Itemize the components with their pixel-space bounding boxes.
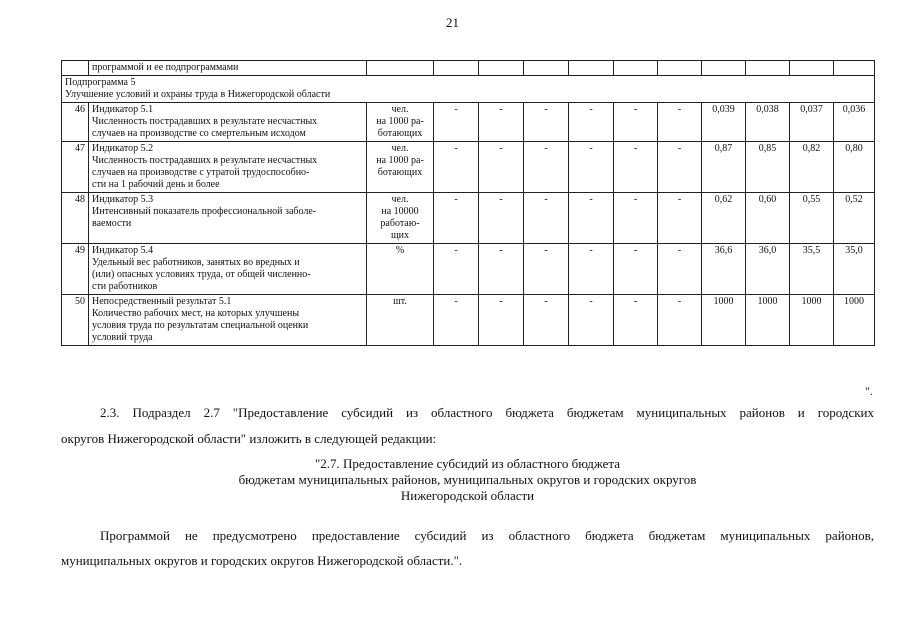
indicator-name bbox=[89, 142, 367, 193]
empty-cell bbox=[614, 61, 658, 76]
empty-cell bbox=[746, 61, 790, 76]
value-cell: 0,87 bbox=[702, 142, 746, 193]
empty-cell bbox=[790, 61, 834, 76]
dash-cell: - bbox=[524, 103, 569, 142]
unit-line: шт. bbox=[393, 296, 407, 307]
paragraph-2-3-line-1: 2.3. Подраздел 2.7 "Предоставление субсидий из областного бюджета бюджетам муниципальных районов и городских bbox=[100, 405, 874, 420]
empty-cell bbox=[834, 61, 875, 76]
dash-cell: - bbox=[479, 193, 524, 244]
unit-line: щих bbox=[390, 230, 410, 241]
unit-cell bbox=[367, 142, 434, 193]
indicator-name-line: Численность пострадавших в результате несчастных bbox=[92, 155, 318, 166]
empty-cell bbox=[702, 61, 746, 76]
table-row bbox=[62, 142, 875, 193]
dash-cell: - bbox=[614, 193, 658, 244]
dash-cell: - bbox=[569, 103, 614, 142]
dash-cell: - bbox=[434, 295, 479, 346]
dash-cell: - bbox=[658, 295, 702, 346]
dash-cell: - bbox=[434, 103, 479, 142]
indicator-name-line: Количество рабочих мест, на которых улучшены bbox=[92, 308, 300, 319]
dash-cell: - bbox=[524, 244, 569, 295]
dash-cell: - bbox=[614, 295, 658, 346]
indicator-name-line: случаев на производстве со смертельным исходом bbox=[92, 128, 306, 139]
value-cell: 0,039 bbox=[702, 103, 746, 142]
value-cell: 0,52 bbox=[834, 193, 875, 244]
dash-cell: - bbox=[658, 142, 702, 193]
indicator-name-line: случаев на производстве с утратой трудоспособно- bbox=[92, 167, 310, 178]
indicator-name-line: (или) опасных условиях труда, от общей численно- bbox=[92, 269, 311, 280]
empty-cell bbox=[434, 61, 479, 76]
unit-cell bbox=[367, 193, 434, 244]
indicator-name-line: условий труда bbox=[92, 332, 153, 343]
indicator-name-line: Индикатор 5.1 bbox=[92, 104, 154, 115]
indicator-name-line: Индикатор 5.4 bbox=[92, 245, 154, 256]
empty-cell bbox=[62, 61, 89, 76]
table-row bbox=[62, 244, 875, 295]
unit-line: на 1000 ра- bbox=[376, 116, 424, 127]
subprogram-number: Подпрограмма 5 bbox=[65, 77, 136, 88]
value-cell: 0,55 bbox=[790, 193, 834, 244]
dash-cell: - bbox=[524, 142, 569, 193]
dash-cell: - bbox=[614, 103, 658, 142]
indicators-table bbox=[61, 60, 875, 346]
unit-cell bbox=[367, 244, 434, 295]
paragraph-2-3-line-2: округов Нижегородской области" изложить в следующей редакции: bbox=[61, 431, 437, 446]
dash-cell: - bbox=[658, 244, 702, 295]
value-cell: 0,037 bbox=[790, 103, 834, 142]
subprogram-row bbox=[62, 76, 875, 103]
value-cell: 36,0 bbox=[746, 244, 790, 295]
value-cell: 35,0 bbox=[834, 244, 875, 295]
value-cell: 1000 bbox=[790, 295, 834, 346]
dash-cell: - bbox=[434, 193, 479, 244]
value-cell: 0,036 bbox=[834, 103, 875, 142]
unit-line: чел. bbox=[391, 143, 409, 154]
indicator-name bbox=[89, 244, 367, 295]
indicator-name bbox=[89, 193, 367, 244]
row-number: 48 bbox=[62, 193, 89, 244]
unit-cell bbox=[367, 295, 434, 346]
empty-cell bbox=[658, 61, 702, 76]
value-cell: 0,038 bbox=[746, 103, 790, 142]
section-heading-line-2: бюджетам муниципальных районов, муниципальных округов и городских округов bbox=[238, 472, 697, 487]
dash-cell: - bbox=[434, 244, 479, 295]
dash-cell: - bbox=[434, 142, 479, 193]
value-cell: 0,82 bbox=[790, 142, 834, 193]
indicator-name-line: Индикатор 5.2 bbox=[92, 143, 154, 154]
subprogram-cell bbox=[62, 76, 875, 103]
subprogram-title: Улучшение условий и охраны труда в Нижегородской области bbox=[65, 89, 331, 100]
indicator-name-line: сти на 1 рабочий день и более bbox=[92, 179, 220, 190]
unit-line: работаю- bbox=[380, 218, 420, 229]
row-number: 47 bbox=[62, 142, 89, 193]
paragraph-body-line-2: муниципальных округов и городских округов Нижегородской области.". bbox=[61, 553, 463, 568]
unit-line: на 10000 bbox=[381, 206, 419, 217]
table-row bbox=[62, 193, 875, 244]
unit-line: на 1000 ра- bbox=[376, 155, 424, 166]
value-cell: 36,6 bbox=[702, 244, 746, 295]
dash-cell: - bbox=[658, 103, 702, 142]
row-number: 49 bbox=[62, 244, 89, 295]
unit-line: % bbox=[395, 245, 405, 256]
table-row bbox=[62, 103, 875, 142]
indicator-name-line: ваемости bbox=[92, 218, 132, 229]
unit-line: чел. bbox=[391, 194, 409, 205]
value-cell: 1000 bbox=[702, 295, 746, 346]
section-heading bbox=[61, 456, 874, 504]
value-cell: 35,5 bbox=[790, 244, 834, 295]
dash-cell: - bbox=[524, 295, 569, 346]
indicator-name-line: Непосредственный результат 5.1 bbox=[92, 296, 232, 307]
value-cell: 1000 bbox=[834, 295, 875, 346]
empty-cell bbox=[524, 61, 569, 76]
section-heading-line-1: "2.7. Предоставление субсидий из областного бюджета bbox=[314, 456, 621, 471]
row-number: 46 bbox=[62, 103, 89, 142]
value-cell: 0,62 bbox=[702, 193, 746, 244]
row-number: 50 bbox=[62, 295, 89, 346]
indicator-name-line: условия труда по результатам специальной оценки bbox=[92, 320, 309, 331]
unit-line: ботающих bbox=[377, 128, 423, 139]
page-number: 21 bbox=[446, 15, 459, 30]
dash-cell: - bbox=[614, 142, 658, 193]
continuation-text: программой и ее подпрограммами bbox=[89, 61, 367, 76]
dash-cell: - bbox=[479, 244, 524, 295]
indicator-name-line: сти работников bbox=[92, 281, 158, 292]
unit-line: ботающих bbox=[377, 167, 423, 178]
dash-cell: - bbox=[479, 103, 524, 142]
unit-cell bbox=[367, 103, 434, 142]
value-cell: 0,60 bbox=[746, 193, 790, 244]
dash-cell: - bbox=[569, 244, 614, 295]
empty-cell bbox=[367, 61, 434, 76]
empty-cell bbox=[569, 61, 614, 76]
dash-cell: - bbox=[569, 142, 614, 193]
dash-cell: - bbox=[569, 193, 614, 244]
paragraph-body-line-1: Программой не предусмотрено предоставление субсидий из областного бюджета бюджетам муниципальных районов, bbox=[100, 528, 874, 543]
table-row bbox=[62, 295, 875, 346]
section-heading-line-3: Нижегородской области bbox=[400, 488, 535, 503]
dash-cell: - bbox=[614, 244, 658, 295]
value-cell: 0,85 bbox=[746, 142, 790, 193]
indicator-name-line: Индикатор 5.3 bbox=[92, 194, 154, 205]
value-cell: 1000 bbox=[746, 295, 790, 346]
indicator-name bbox=[89, 295, 367, 346]
closing-quote: ". bbox=[865, 384, 873, 398]
indicator-name-line: Численность пострадавших в результате несчастных bbox=[92, 116, 318, 127]
indicator-name-line: Удельный вес работников, занятых во вредных и bbox=[92, 257, 300, 268]
indicator-name bbox=[89, 103, 367, 142]
table-body bbox=[62, 61, 875, 346]
value-cell: 0,80 bbox=[834, 142, 875, 193]
dash-cell: - bbox=[524, 193, 569, 244]
dash-cell: - bbox=[658, 193, 702, 244]
dash-cell: - bbox=[569, 295, 614, 346]
unit-line: чел. bbox=[391, 104, 409, 115]
dash-cell: - bbox=[479, 295, 524, 346]
indicator-name-line: Интенсивный показатель профессиональной заболе- bbox=[92, 206, 317, 217]
continuation-row bbox=[62, 61, 875, 76]
dash-cell: - bbox=[479, 142, 524, 193]
empty-cell bbox=[479, 61, 524, 76]
